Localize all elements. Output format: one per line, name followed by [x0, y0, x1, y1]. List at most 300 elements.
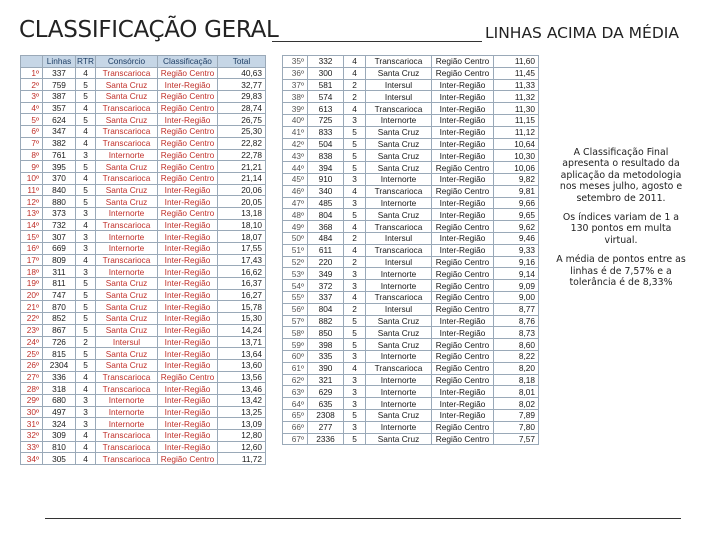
- row-rtr: 3: [76, 418, 96, 430]
- row-classification: Região Centro: [432, 256, 494, 268]
- row-total: 16,27: [218, 289, 266, 301]
- row-consortium: Transcarioca: [96, 254, 158, 266]
- row-classification: Inter-Região: [432, 197, 494, 209]
- row-consortium: Santa Cruz: [96, 359, 158, 371]
- row-line: 811: [43, 278, 76, 290]
- table-row: [283, 221, 539, 233]
- table-row: [283, 67, 539, 79]
- row-position: 1º: [21, 67, 43, 79]
- row-classification: Região Centro: [158, 172, 218, 184]
- row-rtr: 5: [76, 184, 96, 196]
- table-row: [21, 278, 266, 290]
- row-position: 2º: [21, 79, 43, 91]
- row-position: 41º: [283, 126, 308, 138]
- row-position: 61º: [283, 362, 308, 374]
- table-row: [283, 126, 539, 138]
- row-classification: Região Centro: [158, 126, 218, 138]
- row-line: 332: [308, 56, 344, 68]
- row-rtr: 5: [76, 196, 96, 208]
- row-total: 13,46: [218, 383, 266, 395]
- row-rtr: 4: [76, 137, 96, 149]
- row-rtr: 4: [344, 56, 366, 68]
- row-line: 504: [308, 138, 344, 150]
- row-position: 50º: [283, 232, 308, 244]
- row-total: 13,25: [218, 406, 266, 418]
- title-underline: [272, 41, 482, 42]
- row-rtr: 4: [76, 453, 96, 465]
- row-position: 23º: [21, 324, 43, 336]
- row-consortium: Transcarioca: [96, 383, 158, 395]
- row-total: 9,00: [494, 291, 539, 303]
- row-line: 368: [308, 221, 344, 233]
- row-classification: Inter-Região: [432, 173, 494, 185]
- table-row: [21, 231, 266, 243]
- table-row: [21, 207, 266, 219]
- row-position: 9º: [21, 161, 43, 173]
- row-position: 62º: [283, 374, 308, 386]
- row-consortium: Internorte: [96, 266, 158, 278]
- row-line: 870: [43, 301, 76, 313]
- row-line: 307: [43, 231, 76, 243]
- row-rtr: 3: [76, 394, 96, 406]
- row-position: 55º: [283, 291, 308, 303]
- row-position: 63º: [283, 386, 308, 398]
- row-line: 372: [308, 280, 344, 292]
- row-consortium: Santa Cruz: [96, 278, 158, 290]
- row-position: 26º: [21, 359, 43, 371]
- row-position: 42º: [283, 138, 308, 150]
- row-position: 37º: [283, 79, 308, 91]
- row-classification: Região Centro: [432, 339, 494, 351]
- row-classification: Inter-Região: [158, 79, 218, 91]
- row-total: 11,15: [494, 114, 539, 126]
- row-consortium: Santa Cruz: [366, 126, 432, 138]
- row-line: 2304: [43, 359, 76, 371]
- row-rtr: 5: [76, 79, 96, 91]
- row-position: 8º: [21, 149, 43, 161]
- row-consortium: Internorte: [366, 398, 432, 410]
- row-total: 11,12: [494, 126, 539, 138]
- row-rtr: 3: [76, 406, 96, 418]
- table-row: [21, 418, 266, 430]
- row-consortium: Transcarioca: [366, 291, 432, 303]
- row-rtr: 5: [76, 114, 96, 126]
- row-rtr: 5: [344, 150, 366, 162]
- row-line: 852: [43, 313, 76, 325]
- row-classification: Inter-Região: [432, 386, 494, 398]
- row-line: 337: [308, 291, 344, 303]
- row-line: 390: [308, 362, 344, 374]
- table-row: [283, 79, 539, 91]
- row-consortium: Transcarioca: [96, 441, 158, 453]
- row-position: 59º: [283, 339, 308, 351]
- table-row: [21, 324, 266, 336]
- table-row: [21, 359, 266, 371]
- row-position: 16º: [21, 243, 43, 255]
- row-consortium: Transcarioca: [366, 244, 432, 256]
- row-line: 882: [308, 315, 344, 327]
- row-classification: Região Centro: [158, 67, 218, 79]
- table-row: [21, 126, 266, 138]
- row-consortium: Transcarioca: [96, 430, 158, 442]
- table-row: [283, 386, 539, 398]
- row-rtr: 3: [344, 280, 366, 292]
- table-row: [21, 383, 266, 395]
- row-consortium: Santa Cruz: [96, 324, 158, 336]
- table-row: [21, 266, 266, 278]
- table-row: [21, 371, 266, 383]
- notes-panel: [553, 147, 689, 296]
- row-rtr: 3: [76, 243, 96, 255]
- row-classification: Região Centro: [158, 371, 218, 383]
- row-classification: Inter-Região: [158, 418, 218, 430]
- row-rtr: 4: [344, 185, 366, 197]
- row-consortium: Internorte: [96, 406, 158, 418]
- row-total: 8,60: [494, 339, 539, 351]
- row-rtr: 5: [344, 433, 366, 445]
- row-total: 21,21: [218, 161, 266, 173]
- row-consortium: Transcarioca: [96, 453, 158, 465]
- row-position: 43º: [283, 150, 308, 162]
- row-rtr: 4: [76, 102, 96, 114]
- row-total: 18,07: [218, 231, 266, 243]
- row-classification: Inter-Região: [158, 430, 218, 442]
- row-total: 12,60: [218, 441, 266, 453]
- row-rtr: 5: [76, 91, 96, 103]
- row-consortium: Santa Cruz: [366, 138, 432, 150]
- row-classification: Inter-Região: [432, 150, 494, 162]
- row-total: 26,75: [218, 114, 266, 126]
- row-consortium: Santa Cruz: [366, 315, 432, 327]
- table-row: [283, 173, 539, 185]
- row-classification: Inter-Região: [432, 398, 494, 410]
- row-position: 67º: [283, 433, 308, 445]
- row-classification: Inter-Região: [432, 114, 494, 126]
- row-line: 336: [43, 371, 76, 383]
- row-line: 340: [308, 185, 344, 197]
- row-classification: Inter-Região: [432, 138, 494, 150]
- table-row: [283, 209, 539, 221]
- row-total: 11,72: [218, 453, 266, 465]
- row-rtr: 4: [344, 221, 366, 233]
- table-row: [21, 102, 266, 114]
- row-classification: Região Centro: [432, 374, 494, 386]
- row-consortium: Santa Cruz: [96, 196, 158, 208]
- row-consortium: Intersul: [366, 256, 432, 268]
- row-line: 810: [43, 441, 76, 453]
- row-line: 485: [308, 197, 344, 209]
- row-rtr: 4: [76, 172, 96, 184]
- row-line: 311: [43, 266, 76, 278]
- table-row: [283, 138, 539, 150]
- row-classification: Inter-Região: [158, 313, 218, 325]
- row-total: 7,89: [494, 409, 539, 421]
- row-total: 9,62: [494, 221, 539, 233]
- table-row: [283, 374, 539, 386]
- row-rtr: 5: [76, 278, 96, 290]
- row-total: 11,30: [494, 103, 539, 115]
- table-row: [21, 149, 266, 161]
- row-total: 8,76: [494, 315, 539, 327]
- row-total: 10,06: [494, 162, 539, 174]
- row-line: 335: [308, 350, 344, 362]
- row-total: 13,60: [218, 359, 266, 371]
- table-row: [283, 162, 539, 174]
- row-total: 13,42: [218, 394, 266, 406]
- table-row: [21, 184, 266, 196]
- row-line: 2308: [308, 409, 344, 421]
- row-total: 9,46: [494, 232, 539, 244]
- row-classification: Inter-Região: [158, 336, 218, 348]
- row-consortium: Intersul: [366, 91, 432, 103]
- row-total: 10,30: [494, 150, 539, 162]
- row-classification: Inter-Região: [158, 184, 218, 196]
- row-total: 11,60: [494, 56, 539, 68]
- table-row: [283, 350, 539, 362]
- row-classification: Região Centro: [158, 137, 218, 149]
- row-total: 13,71: [218, 336, 266, 348]
- row-total: 14,24: [218, 324, 266, 336]
- row-consortium: Santa Cruz: [366, 433, 432, 445]
- row-line: 305: [43, 453, 76, 465]
- row-consortium: Intersul: [366, 232, 432, 244]
- row-total: 15,78: [218, 301, 266, 313]
- row-classification: Inter-Região: [158, 266, 218, 278]
- row-total: 28,74: [218, 102, 266, 114]
- row-consortium: Santa Cruz: [366, 162, 432, 174]
- row-position: 24º: [21, 336, 43, 348]
- row-position: 34º: [21, 453, 43, 465]
- note-index-range: Os índices variam de 1 a 130 pontos em multa virtual.: [562, 212, 680, 246]
- table-header-row: [21, 56, 266, 68]
- row-consortium: Transcarioca: [366, 185, 432, 197]
- row-line: 277: [308, 421, 344, 433]
- row-consortium: Transcarioca: [96, 172, 158, 184]
- row-total: 25,30: [218, 126, 266, 138]
- table-row: [21, 219, 266, 231]
- row-consortium: Santa Cruz: [96, 289, 158, 301]
- row-classification: Inter-Região: [158, 278, 218, 290]
- row-position: 38º: [283, 91, 308, 103]
- row-position: 36º: [283, 67, 308, 79]
- row-rtr: 5: [344, 315, 366, 327]
- row-position: 54º: [283, 280, 308, 292]
- row-consortium: Transcarioca: [96, 102, 158, 114]
- row-classification: Região Centro: [432, 162, 494, 174]
- row-position: 22º: [21, 313, 43, 325]
- row-total: 9,81: [494, 185, 539, 197]
- row-consortium: Internorte: [366, 197, 432, 209]
- row-consortium: Santa Cruz: [96, 301, 158, 313]
- row-consortium: Internorte: [366, 374, 432, 386]
- row-position: 31º: [21, 418, 43, 430]
- row-total: 9,14: [494, 268, 539, 280]
- row-rtr: 3: [76, 149, 96, 161]
- row-classification: Região Centro: [158, 149, 218, 161]
- row-consortium: Transcarioca: [366, 56, 432, 68]
- row-rtr: 5: [76, 313, 96, 325]
- row-total: 10,64: [494, 138, 539, 150]
- row-consortium: Transcarioca: [96, 219, 158, 231]
- table-row: [283, 409, 539, 421]
- row-classification: Inter-Região: [432, 103, 494, 115]
- row-consortium: Internorte: [96, 231, 158, 243]
- row-rtr: 2: [344, 91, 366, 103]
- row-rtr: 2: [344, 232, 366, 244]
- row-consortium: Internorte: [96, 207, 158, 219]
- note-methodology: A Classificação Final apresenta o resultado da aplicação da metodologia nos meses julho, agosto e setembro de 2011.: [559, 147, 683, 204]
- row-consortium: Internorte: [366, 386, 432, 398]
- row-total: 21,14: [218, 172, 266, 184]
- row-rtr: 4: [76, 430, 96, 442]
- table-row: [21, 313, 266, 325]
- row-classification: Inter-Região: [158, 348, 218, 360]
- row-line: 624: [43, 114, 76, 126]
- row-position: 10º: [21, 172, 43, 184]
- ranking-table-right: [282, 55, 539, 445]
- row-rtr: 4: [76, 383, 96, 395]
- row-consortium: Internorte: [96, 149, 158, 161]
- row-rtr: 3: [344, 268, 366, 280]
- table-row: [283, 185, 539, 197]
- row-position: 19º: [21, 278, 43, 290]
- row-position: 51º: [283, 244, 308, 256]
- row-rtr: 4: [76, 371, 96, 383]
- row-line: 725: [308, 114, 344, 126]
- row-consortium: Intersul: [96, 336, 158, 348]
- table-row: [21, 441, 266, 453]
- row-consortium: Santa Cruz: [96, 91, 158, 103]
- row-rtr: 3: [344, 421, 366, 433]
- row-position: 29º: [21, 394, 43, 406]
- row-position: 47º: [283, 197, 308, 209]
- row-total: 11,45: [494, 67, 539, 79]
- row-classification: Região Centro: [158, 161, 218, 173]
- row-classification: Inter-Região: [158, 196, 218, 208]
- row-rtr: 2: [344, 303, 366, 315]
- row-consortium: Internorte: [96, 243, 158, 255]
- row-consortium: Santa Cruz: [366, 339, 432, 351]
- table-row: [283, 433, 539, 445]
- row-line: 611: [308, 244, 344, 256]
- row-position: 15º: [21, 231, 43, 243]
- row-line: 761: [43, 149, 76, 161]
- row-consortium: Internorte: [366, 268, 432, 280]
- row-position: 45º: [283, 173, 308, 185]
- row-rtr: 5: [344, 162, 366, 174]
- row-classification: Inter-Região: [158, 289, 218, 301]
- table-row: [21, 301, 266, 313]
- row-classification: Inter-Região: [432, 315, 494, 327]
- row-rtr: 5: [76, 289, 96, 301]
- row-position: 40º: [283, 114, 308, 126]
- row-classification: Inter-Região: [158, 254, 218, 266]
- row-line: 394: [308, 162, 344, 174]
- row-rtr: 5: [344, 409, 366, 421]
- row-total: 9,82: [494, 173, 539, 185]
- row-rtr: 3: [344, 374, 366, 386]
- row-consortium: Internorte: [96, 418, 158, 430]
- row-rtr: 5: [344, 138, 366, 150]
- row-total: 8,22: [494, 350, 539, 362]
- row-line: 300: [308, 67, 344, 79]
- row-total: 13,18: [218, 207, 266, 219]
- row-rtr: 3: [344, 386, 366, 398]
- row-total: 17,55: [218, 243, 266, 255]
- row-consortium: Santa Cruz: [366, 67, 432, 79]
- row-classification: Região Centro: [158, 91, 218, 103]
- row-rtr: 5: [344, 126, 366, 138]
- table-row: [21, 243, 266, 255]
- row-consortium: Internorte: [366, 350, 432, 362]
- row-classification: Inter-Região: [158, 231, 218, 243]
- table-row: [283, 150, 539, 162]
- row-position: 32º: [21, 430, 43, 442]
- row-position: 25º: [21, 348, 43, 360]
- row-position: 49º: [283, 221, 308, 233]
- row-rtr: 4: [344, 362, 366, 374]
- row-classification: Inter-Região: [432, 244, 494, 256]
- row-classification: Região Centro: [432, 350, 494, 362]
- row-classification: Inter-Região: [158, 301, 218, 313]
- row-total: 9,33: [494, 244, 539, 256]
- row-rtr: 3: [344, 350, 366, 362]
- table-row: [283, 280, 539, 292]
- row-rtr: 4: [76, 126, 96, 138]
- row-position: 13º: [21, 207, 43, 219]
- row-position: 56º: [283, 303, 308, 315]
- row-classification: Inter-Região: [158, 324, 218, 336]
- row-consortium: Internorte: [366, 280, 432, 292]
- row-consortium: Santa Cruz: [366, 327, 432, 339]
- table-row: [283, 91, 539, 103]
- row-line: 382: [43, 137, 76, 149]
- row-line: 910: [308, 173, 344, 185]
- row-classification: Região Centro: [432, 56, 494, 68]
- row-position: 4º: [21, 102, 43, 114]
- table-row: [283, 362, 539, 374]
- row-line: 324: [43, 418, 76, 430]
- header-consortium: Consórcio: [96, 56, 158, 68]
- row-rtr: 2: [344, 79, 366, 91]
- row-classification: Inter-Região: [432, 91, 494, 103]
- row-total: 9,16: [494, 256, 539, 268]
- row-line: 838: [308, 150, 344, 162]
- table-row: [283, 291, 539, 303]
- row-rtr: 4: [76, 254, 96, 266]
- row-position: 48º: [283, 209, 308, 221]
- row-consortium: Intersul: [366, 303, 432, 315]
- row-consortium: Transcarioca: [366, 362, 432, 374]
- row-line: 337: [43, 67, 76, 79]
- row-rtr: 3: [76, 266, 96, 278]
- table-row: [283, 421, 539, 433]
- row-classification: Região Centro: [432, 303, 494, 315]
- row-position: 14º: [21, 219, 43, 231]
- row-position: 20º: [21, 289, 43, 301]
- table-row: [283, 232, 539, 244]
- row-total: 16,62: [218, 266, 266, 278]
- row-total: 29,83: [218, 91, 266, 103]
- table-row: [283, 303, 539, 315]
- row-position: 35º: [283, 56, 308, 68]
- row-position: 6º: [21, 126, 43, 138]
- row-position: 21º: [21, 301, 43, 313]
- row-consortium: Internorte: [366, 114, 432, 126]
- row-total: 9,66: [494, 197, 539, 209]
- row-total: 8,77: [494, 303, 539, 315]
- row-position: 11º: [21, 184, 43, 196]
